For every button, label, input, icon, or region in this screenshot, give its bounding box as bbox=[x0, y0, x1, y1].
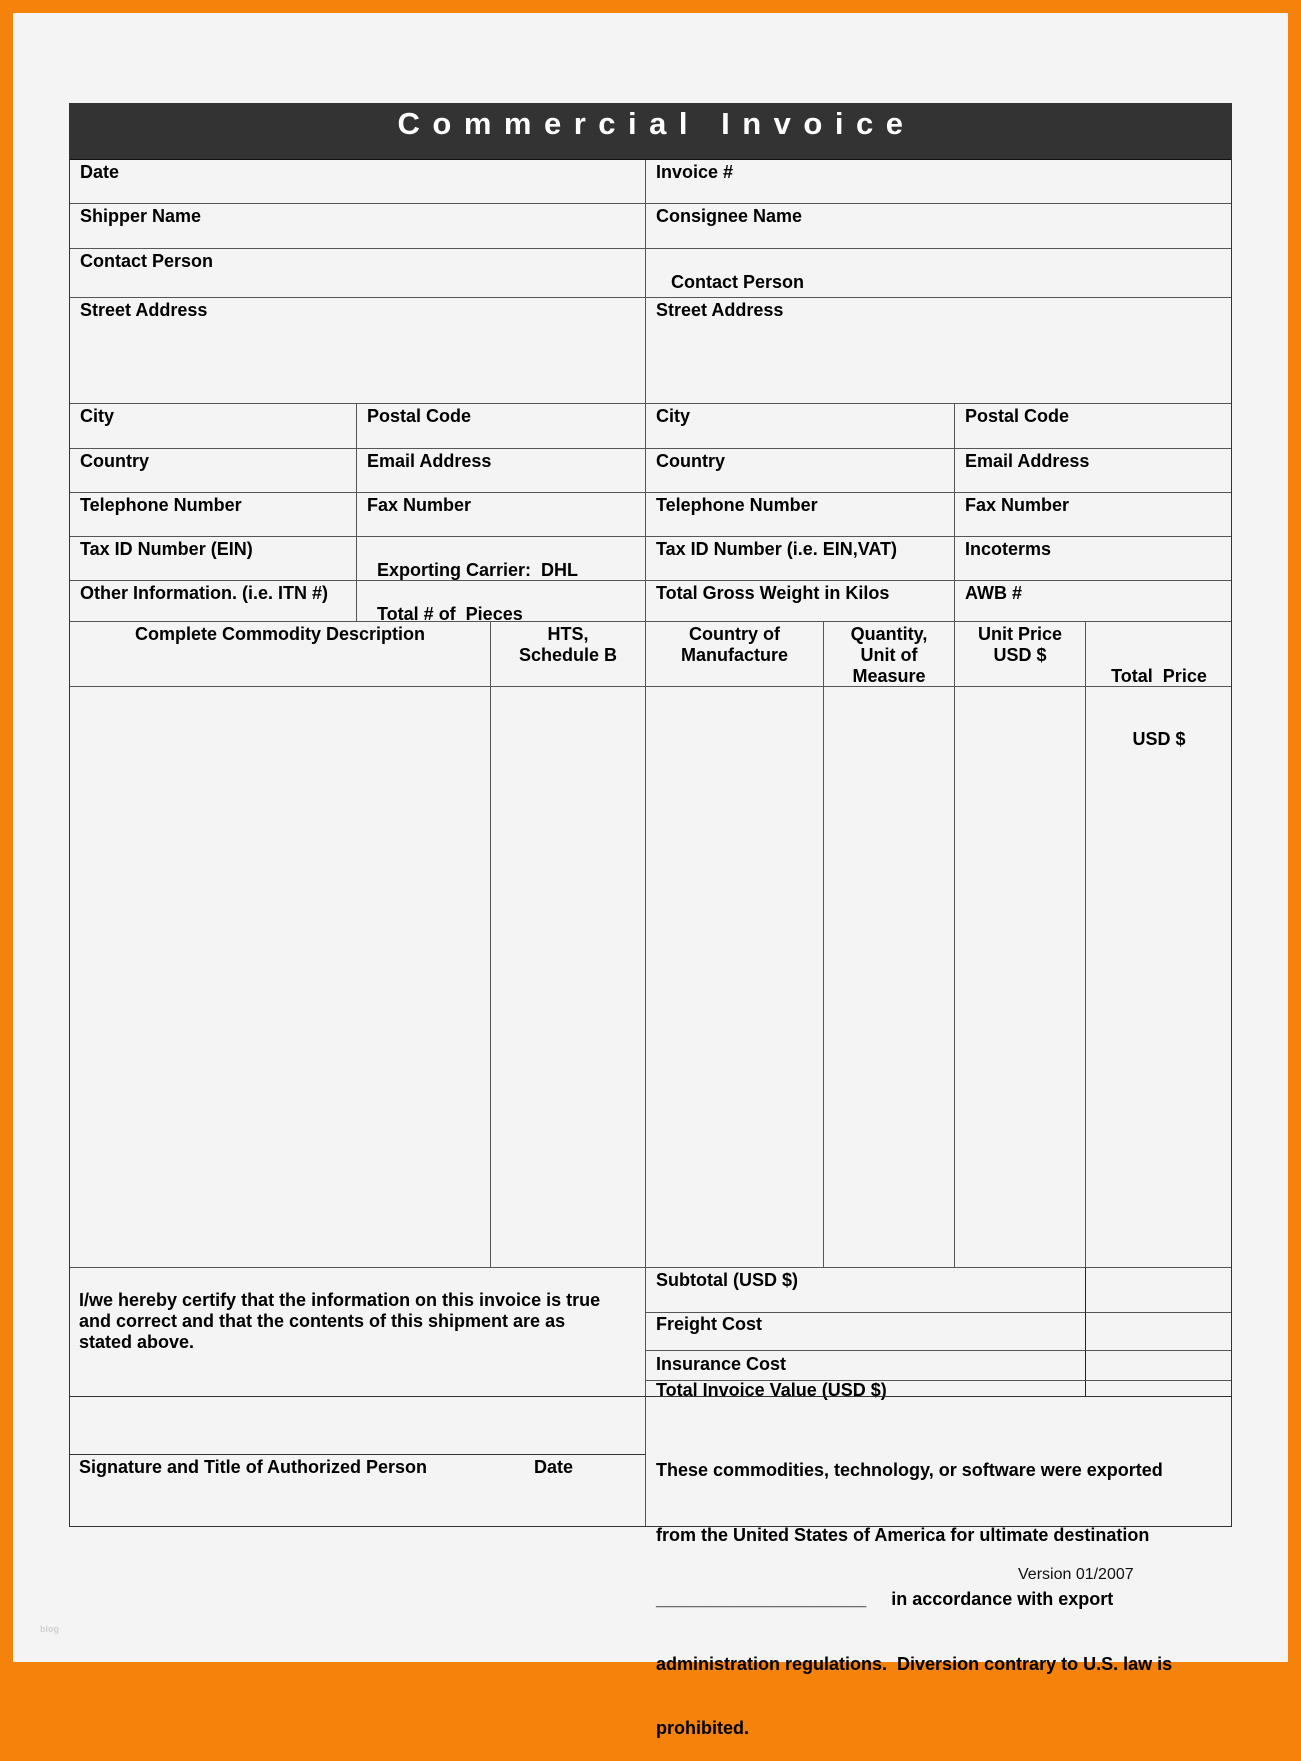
signature-input[interactable] bbox=[69, 1396, 645, 1454]
field-consignee-city-label: City bbox=[656, 406, 691, 426]
subtotal-label-text: Subtotal (USD $) bbox=[656, 1270, 798, 1290]
field-total-pieces[interactable] bbox=[356, 580, 645, 624]
field-other-information[interactable] bbox=[69, 580, 356, 621]
insurance-cost-label bbox=[645, 1350, 1085, 1380]
freight-cost-label bbox=[645, 1312, 1085, 1350]
field-consignee-country[interactable] bbox=[645, 448, 954, 492]
field-shipper-phone[interactable] bbox=[69, 492, 356, 536]
field-shipper-name-label: Shipper Name bbox=[80, 206, 202, 226]
commodity-total-price-input[interactable] bbox=[1085, 686, 1232, 1267]
field-shipper-fax-label: Fax Number bbox=[367, 495, 472, 515]
field-shipper-name[interactable] bbox=[69, 203, 645, 248]
field-shipper-country-label: Country bbox=[80, 451, 149, 471]
col-header-country-of-manufacture bbox=[645, 621, 823, 686]
col-header-description-line1: Complete Commodity Description bbox=[134, 624, 426, 644]
certification-line2: and correct and that the contents of this shipment are as bbox=[79, 1311, 566, 1331]
field-shipper-street-label: Street Address bbox=[80, 300, 208, 320]
total-invoice-value-input[interactable] bbox=[1085, 1380, 1232, 1396]
freight-cost-value-input[interactable] bbox=[1085, 1312, 1232, 1350]
commodity-quantity-input[interactable] bbox=[823, 686, 954, 1267]
field-gross-weight-label: Total Gross Weight in Kilos bbox=[656, 583, 890, 603]
field-date[interactable] bbox=[69, 160, 645, 203]
col-header-hts-line1: HTS, bbox=[547, 624, 589, 644]
field-consignee-tax-id-label: Tax ID Number (i.e. EIN,VAT) bbox=[656, 539, 898, 559]
field-shipper-tax-id[interactable] bbox=[69, 536, 356, 580]
certification-text bbox=[69, 1267, 645, 1396]
watermark-text: blog bbox=[40, 1624, 59, 1634]
subtotal-value-input[interactable] bbox=[1085, 1267, 1232, 1312]
field-other-information-label: Other Information. (i.e. ITN #) bbox=[80, 583, 329, 603]
field-incoterms[interactable] bbox=[954, 536, 1232, 580]
field-invoice-number-label: Invoice # bbox=[656, 162, 734, 182]
subtotal-label bbox=[645, 1267, 1085, 1312]
field-invoice-number[interactable] bbox=[645, 160, 1232, 203]
col-header-total-price-line2: USD $ bbox=[1132, 729, 1186, 749]
certification-line3: stated above. bbox=[79, 1332, 195, 1352]
field-consignee-fax-label: Fax Number bbox=[965, 495, 1070, 515]
field-total-pieces-label: Total # of Pieces bbox=[377, 604, 523, 624]
col-header-quantity-line2: Unit of bbox=[860, 645, 918, 665]
freight-cost-label-text: Freight Cost bbox=[656, 1314, 762, 1334]
total-invoice-value-label bbox=[645, 1380, 1085, 1400]
export-line2: from the United States of America for ultimate destination bbox=[656, 1524, 1150, 1545]
field-consignee-postal[interactable] bbox=[954, 403, 1232, 448]
field-shipper-city[interactable] bbox=[69, 403, 356, 448]
insurance-cost-label-text: Insurance Cost bbox=[656, 1354, 787, 1374]
field-exporting-carrier-label: Exporting Carrier: DHL bbox=[377, 560, 579, 580]
col-header-hts bbox=[490, 621, 645, 686]
field-consignee-street[interactable] bbox=[645, 297, 1232, 403]
field-exporting-carrier[interactable] bbox=[356, 536, 645, 580]
col-header-unit-price bbox=[954, 621, 1085, 686]
field-consignee-phone[interactable] bbox=[645, 492, 954, 536]
col-header-description bbox=[69, 621, 490, 686]
field-consignee-postal-label: Postal Code bbox=[965, 406, 1070, 426]
field-consignee-phone-label: Telephone Number bbox=[656, 495, 818, 515]
signature-date-label: Date bbox=[534, 1457, 574, 1477]
col-header-country-line2: Manufacture bbox=[680, 645, 788, 665]
export-line5: prohibited. bbox=[656, 1718, 749, 1738]
field-shipper-tax-id-label: Tax ID Number (EIN) bbox=[80, 539, 253, 559]
signature-label: Signature and Title of Authorized Person bbox=[79, 1457, 428, 1477]
field-shipper-fax[interactable] bbox=[356, 492, 645, 536]
export-line3: _____________________ in accordance with export bbox=[656, 1589, 1114, 1609]
field-shipper-email-label: Email Address bbox=[367, 451, 492, 471]
field-consignee-country-label: Country bbox=[656, 451, 725, 471]
commodity-hts-input[interactable] bbox=[490, 686, 645, 1267]
field-consignee-name[interactable] bbox=[645, 203, 1232, 248]
field-date-label: Date bbox=[80, 162, 120, 182]
field-awb-number[interactable] bbox=[954, 580, 1232, 621]
field-consignee-email[interactable] bbox=[954, 448, 1232, 492]
invoice-title: Commercial Invoice bbox=[69, 103, 1232, 160]
certification-line1: I/we hereby certify that the information on this invoice is true bbox=[79, 1290, 601, 1310]
col-header-unit-price-line1: Unit Price bbox=[977, 624, 1063, 644]
field-shipper-email[interactable] bbox=[356, 448, 645, 492]
field-shipper-city-label: City bbox=[80, 406, 115, 426]
col-header-total-price-line1: Total Price bbox=[1111, 666, 1207, 686]
field-consignee-name-label: Consignee Name bbox=[656, 206, 803, 226]
field-gross-weight[interactable] bbox=[645, 580, 954, 621]
commodity-unit-price-input[interactable] bbox=[954, 686, 1085, 1267]
col-header-quantity-line3: Measure bbox=[852, 666, 926, 686]
field-consignee-city[interactable] bbox=[645, 403, 954, 448]
field-awb-number-label: AWB # bbox=[965, 583, 1023, 603]
signature-caption bbox=[69, 1454, 645, 1527]
field-consignee-contact[interactable] bbox=[645, 248, 1232, 297]
field-shipper-contact[interactable] bbox=[69, 248, 645, 297]
field-consignee-street-label: Street Address bbox=[656, 300, 784, 320]
field-consignee-email-label: Email Address bbox=[965, 451, 1090, 471]
col-header-country-line1: Country of bbox=[689, 624, 780, 644]
field-consignee-tax-id[interactable] bbox=[645, 536, 954, 580]
field-shipper-street[interactable] bbox=[69, 297, 645, 403]
commodity-description-input[interactable] bbox=[69, 686, 490, 1267]
total-invoice-value-label-text: Total Invoice Value (USD $) bbox=[656, 1380, 887, 1400]
field-shipper-phone-label: Telephone Number bbox=[80, 495, 242, 515]
col-header-hts-line2: Schedule B bbox=[518, 645, 618, 665]
export-line1: These commodities, technology, or software were exported bbox=[656, 1460, 1163, 1480]
field-shipper-contact-label: Contact Person bbox=[80, 251, 214, 271]
col-header-unit-price-line2: USD $ bbox=[993, 645, 1047, 665]
export-line4: administration regulations. Diversion contrary to U.S. law is bbox=[656, 1653, 1173, 1674]
col-header-total-price bbox=[1085, 621, 1232, 749]
field-shipper-postal-label: Postal Code bbox=[367, 406, 472, 426]
field-incoterms-label: Incoterms bbox=[965, 539, 1052, 559]
field-consignee-fax[interactable] bbox=[954, 492, 1232, 536]
field-consignee-contact-label: Contact Person bbox=[666, 272, 805, 292]
insurance-cost-value-input[interactable] bbox=[1085, 1350, 1232, 1380]
col-header-quantity bbox=[823, 621, 954, 686]
commodity-country-input[interactable] bbox=[645, 686, 823, 1267]
version-label: Version 01/2007 bbox=[1018, 1566, 1134, 1583]
col-header-quantity-line1: Quantity, bbox=[850, 624, 928, 644]
field-shipper-country[interactable] bbox=[69, 448, 356, 492]
field-shipper-postal[interactable] bbox=[356, 403, 645, 448]
